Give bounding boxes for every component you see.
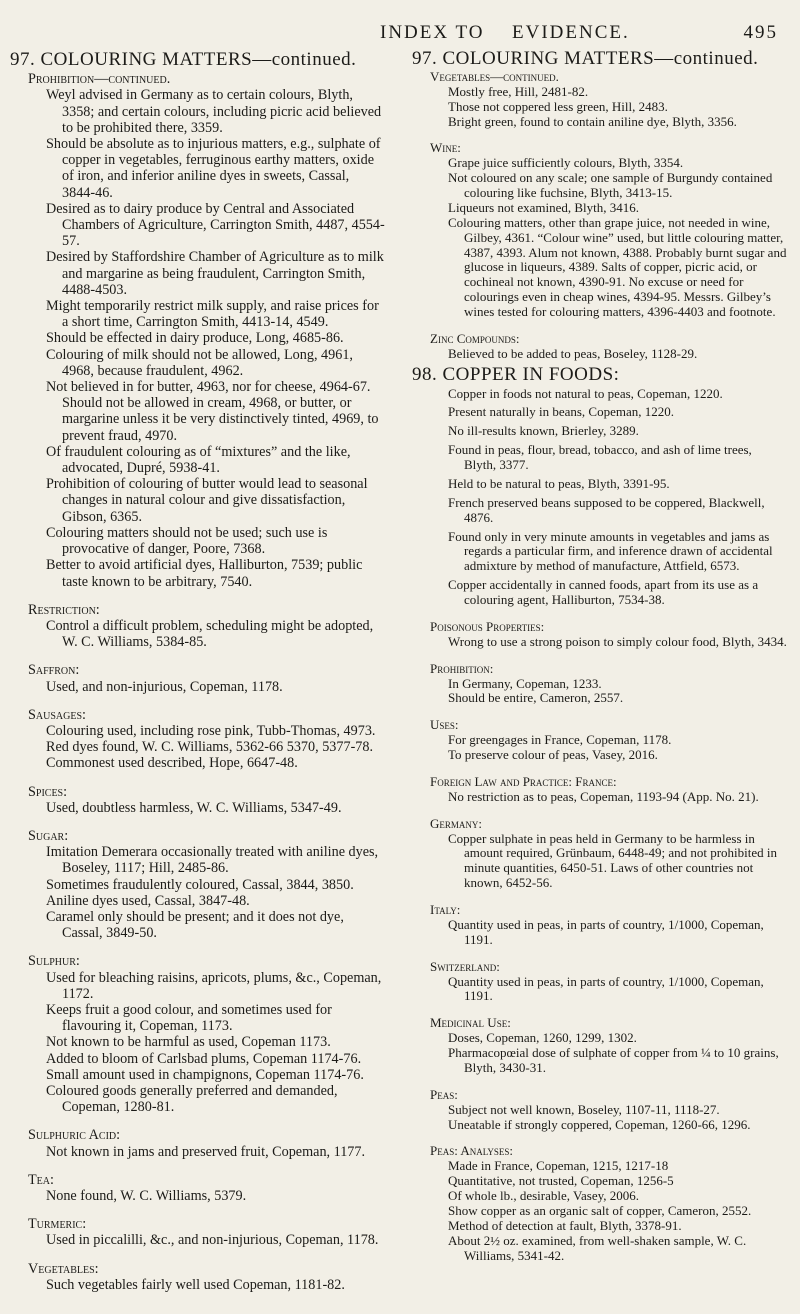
index-entry: Might temporarily restrict milk supply, and raise prices for a short time, Carrington Smith, 4413-14, 4549. <box>46 298 379 331</box>
subheading: Prohibition—continued. <box>28 71 171 88</box>
index-entry: Those not coppered less green, Hill, 2483. <box>448 98 668 114</box>
index-entry: Uneatable if strongly coppered, Copeman, 1260-66, 1296. <box>448 1116 751 1132</box>
index-entry: Not known to be harmful as used, Copeman 1173. <box>46 1034 331 1051</box>
section-title: 97. COLOURING MATTERS—continued. <box>10 49 357 70</box>
subheading: Turmeric: <box>28 1216 87 1233</box>
index-entry: Quantity used in peas, in parts of country, 1/1000, Copeman, 1191. <box>448 916 764 947</box>
index-entry: Present naturally in beans, Copeman, 1220. <box>448 404 675 420</box>
index-entry: Grape juice sufficiently colours, Blyth, 3354. <box>448 155 684 171</box>
index-entry: Of fraudulent colouring as of “mixtures” and the like, advocated, Dupré, 5938-41. <box>46 443 351 477</box>
right-column <box>412 48 787 1263</box>
index-entry: Coloured goods generally preferred and demanded, Copeman, 1280-81. <box>46 1082 338 1116</box>
index-entry: Keeps fruit a good colour, and sometimes used for flavouring it, Copeman, 1173. <box>46 1001 332 1035</box>
subheading: Switzerland: <box>430 958 500 974</box>
subheading: Zinc Compounds: <box>430 330 520 346</box>
index-entry: In Germany, Copeman, 1233. <box>448 675 602 691</box>
subheading: Vegetables: <box>28 1260 99 1277</box>
subheading: Prohibition: <box>430 660 494 676</box>
subheading: Uses: <box>430 717 459 733</box>
index-entry: Added to bloom of Carlsbad plums, Copeman 1174-76. <box>46 1050 362 1067</box>
index-entry: None found, W. C. Williams, 5379. <box>46 1188 247 1204</box>
subheading: Vegetables—continued. <box>430 68 559 84</box>
index-entry: Control a difficult problem, scheduling might be adopted, W. C. Williams, 5384-85. <box>46 617 374 651</box>
index-entry: To preserve colour of peas, Vasey, 2016. <box>448 747 658 762</box>
index-entry: Desired as to dairy produce by Central and Associated Chambers of Agriculture, Carrington Smith, 4487, 4554-57. <box>46 200 385 250</box>
index-entry: Colouring matters should not be used; such use is provocative of danger, Poore, 7368. <box>46 524 328 558</box>
subheading: Sugar: <box>28 827 69 844</box>
index-entry: Used, doubtless harmless, W. C. Williams, 5347-49. <box>46 799 342 816</box>
index-entry: Not known in jams and preserved fruit, Copeman, 1177. <box>46 1143 366 1160</box>
index-entry: Colouring used, including rose pink, Tubb-Thomas, 4973. <box>46 722 376 739</box>
index-entry: Used, and non-injurious, Copeman, 1178. <box>46 678 283 695</box>
index-entry: Believed to be added to peas, Boseley, 1128-29. <box>448 345 698 361</box>
index-entry: Red dyes found, W. C. Williams, 5362-66 5370, 5377-78. <box>46 739 374 756</box>
subheading: Sulphuric Acid: <box>28 1127 121 1144</box>
index-entry: Caramel only should be present; and it does not dye, Cassal, 3849-50. <box>46 908 344 942</box>
index-entry: Copper accidentally in canned foods, apart from its use as a colouring agent, Halliburton, 7534-38. <box>448 577 759 607</box>
subheading: Saffron: <box>28 662 80 679</box>
index-entry: Doses, Copeman, 1260, 1299, 1302. <box>448 1030 637 1046</box>
index-entry: Found in peas, flour, bread, tobacco, and ash of lime trees, Blyth, 3377. <box>448 442 752 472</box>
index-entry: Aniline dyes used, Cassal, 3847-48. <box>46 892 250 909</box>
subheading: Sulphur: <box>28 953 80 970</box>
index-entry: Wrong to use a strong poison to simply colour food, Blyth, 3434. <box>448 633 787 649</box>
subheading: Sausages: <box>28 706 86 723</box>
index-entry: Used in piccalilli, &c., and non-injurious, Copeman, 1178. <box>46 1232 379 1249</box>
index-entry: Should be effected in dairy produce, Long, 4685-86. <box>46 330 344 347</box>
subheading: Restriction: <box>28 601 100 618</box>
subheading: Spices: <box>28 783 68 800</box>
running-head-right: EVIDENCE. <box>512 22 630 43</box>
subheading: Peas: Analyses: <box>430 1143 513 1159</box>
index-entry: Quantitative, not trusted, Copeman, 1256-5 <box>448 1173 674 1189</box>
index-entry: Mostly free, Hill, 2481-82. <box>448 83 589 99</box>
index-entry: Liqueurs not examined, Blyth, 3416. <box>448 199 640 215</box>
index-entry: Prohibition of colouring of butter would lead to seasonal changes in natural colour and give dissatisfaction, Gibson, 6365. <box>46 476 368 525</box>
index-entry: Copper sulphate in peas held in Germany to be harmless in amount required, Grünbaum, 6448-49; and not prohibited in minute quantities, 6450-51. Laws of other countries not known, 6452-56. <box>448 830 778 891</box>
index-entry: Should be entire, Cameron, 2557. <box>448 690 624 706</box>
right-column-entries <box>412 70 787 362</box>
index-entry: Bright green, found to contain aniline dye, Blyth, 3356. <box>448 113 737 129</box>
subheading: Foreign Law and Practice: France: <box>430 773 617 789</box>
index-entry: Show copper as an organic salt of copper, Cameron, 2552. <box>448 1202 752 1218</box>
index-entry: About 2½ oz. examined, from well-shaken sample, W. C. Williams, 5341-42. <box>448 1232 747 1263</box>
section-title: 97. COLOURING MATTERS—continued. <box>412 48 759 69</box>
index-entry: Sometimes fraudulently coloured, Cassal, 3844, 3850. <box>46 876 354 893</box>
page-number: 495 <box>743 22 778 43</box>
running-head-left: INDEX TO <box>380 22 485 43</box>
index-entry: No restriction as to peas, Copeman, 1193-94 (App. No. 21). <box>448 788 759 804</box>
index-entry: Pharmacopœial dose of sulphate of copper from ¼ to 10 grains, Blyth, 3430-31. <box>448 1045 779 1075</box>
index-entry: Desired by Staffordshire Chamber of Agriculture as to milk and margarine as being fraudulent, Carrington Smith, 4488-4503. <box>46 249 384 298</box>
subheading: Italy: <box>430 902 461 917</box>
right-column-entries-2 <box>412 387 787 1264</box>
index-entry: Found only in very minute amounts in vegetables and jams as regards a particular firm, and inference drawn of accidental admixture by method of manufacture, Attfield, 6573. <box>448 528 773 574</box>
index-entry: Better to avoid artificial dyes, Halliburton, 7539; public taste known to be arbitrary, 7540. <box>46 557 363 590</box>
index-entry: Held to be natural to peas, Blyth, 3391-95. <box>448 475 670 491</box>
index-entry: French preserved beans supposed to be coppered, Blackwell, 4876. <box>448 494 765 525</box>
index-entry: Should be absolute as to injurious matters, e.g., sulphate of copper in vegetables, ferruginous earthy matters, oxide of iron, and inferior aniline dyes in sweets, Cassal, 3844-46. <box>46 136 381 201</box>
index-entry: Not coloured on any scale; one sample of Burgundy contained colouring like fuchsine, Blyth, 3413-15. <box>448 170 773 200</box>
index-entry: Method of detection at fault, Blyth, 3378-91. <box>448 1217 682 1233</box>
left-column-entries <box>10 71 385 1293</box>
index-entry: Imitation Demerara occasionally treated with aniline dyes, Boseley, 1117; Hill, 2485-86. <box>46 844 379 877</box>
index-entry: Made in France, Copeman, 1215, 1217-18 <box>448 1158 669 1174</box>
index-entry: Not believed in for butter, 4963, nor for cheese, 4964-67. Should not be allowed in cream, 4968, or butter, or margarine unless it be very distinctively tinted, 4969, to prevent fraud, 4970. <box>46 379 379 444</box>
index-entry: Colouring matters, other than grape juice, not needed in wine, Gilbey, 4361. “Colour wine” used, but little colouring matter, 4387, 4393. Alum not known, 4388. Probably burnt sugar and glucose in liqueurs, 4389. Salts of copper, picric acid, or cochineal not known, 4390-91. No excuse or need for colourings even in cheap wines, 4394-95. Messrs. Gilbey’s wines tested for colouring matters, 4396-4403 and footnote. <box>448 214 787 319</box>
index-entry: Colouring of milk should not be allowed, Long, 4961, 4968, because fraudulent, 4962. <box>46 346 353 379</box>
index-entry: Copper in foods not natural to peas, Copeman, 1220. <box>448 385 723 401</box>
section-title: 98. COPPER IN FOODS: <box>412 363 620 385</box>
subheading: Poisonous Properties: <box>430 618 545 634</box>
index-entry: Subject not well known, Boseley, 1107-11, 1118-27. <box>448 1101 720 1117</box>
index-entry: Of whole lb., desirable, Vasey, 2006. <box>448 1188 639 1203</box>
index-entry: Used for bleaching raisins, apricots, plums, &c., Copeman, 1172. <box>46 969 382 1002</box>
index-entry: Commonest used described, Hope, 6647-48. <box>46 755 298 772</box>
index-entry: Quantity used in peas, in parts of country, 1/1000, Copeman, 1191. <box>448 973 764 1004</box>
index-entry: Weyl advised in Germany as to certain colours, Blyth, 3358; and certain colours, including picric acid believed to be prohibited there, 3359. <box>46 87 382 136</box>
left-column <box>10 49 385 1293</box>
index-entry: No ill-results known, Brierley, 3289. <box>448 423 639 439</box>
subheading: Peas: <box>430 1086 458 1102</box>
subheading: Tea: <box>28 1171 54 1188</box>
index-entry: Such vegetables fairly well used Copeman, 1181-82. <box>46 1276 345 1293</box>
subheading: Germany: <box>430 815 483 831</box>
subheading: Medicinal Use: <box>430 1015 511 1031</box>
index-entry: Small amount used in champignons, Copeman 1174-76. <box>46 1066 364 1083</box>
index-entry: For greengages in France, Copeman, 1178. <box>448 732 672 748</box>
subheading: Wine: <box>430 140 461 156</box>
